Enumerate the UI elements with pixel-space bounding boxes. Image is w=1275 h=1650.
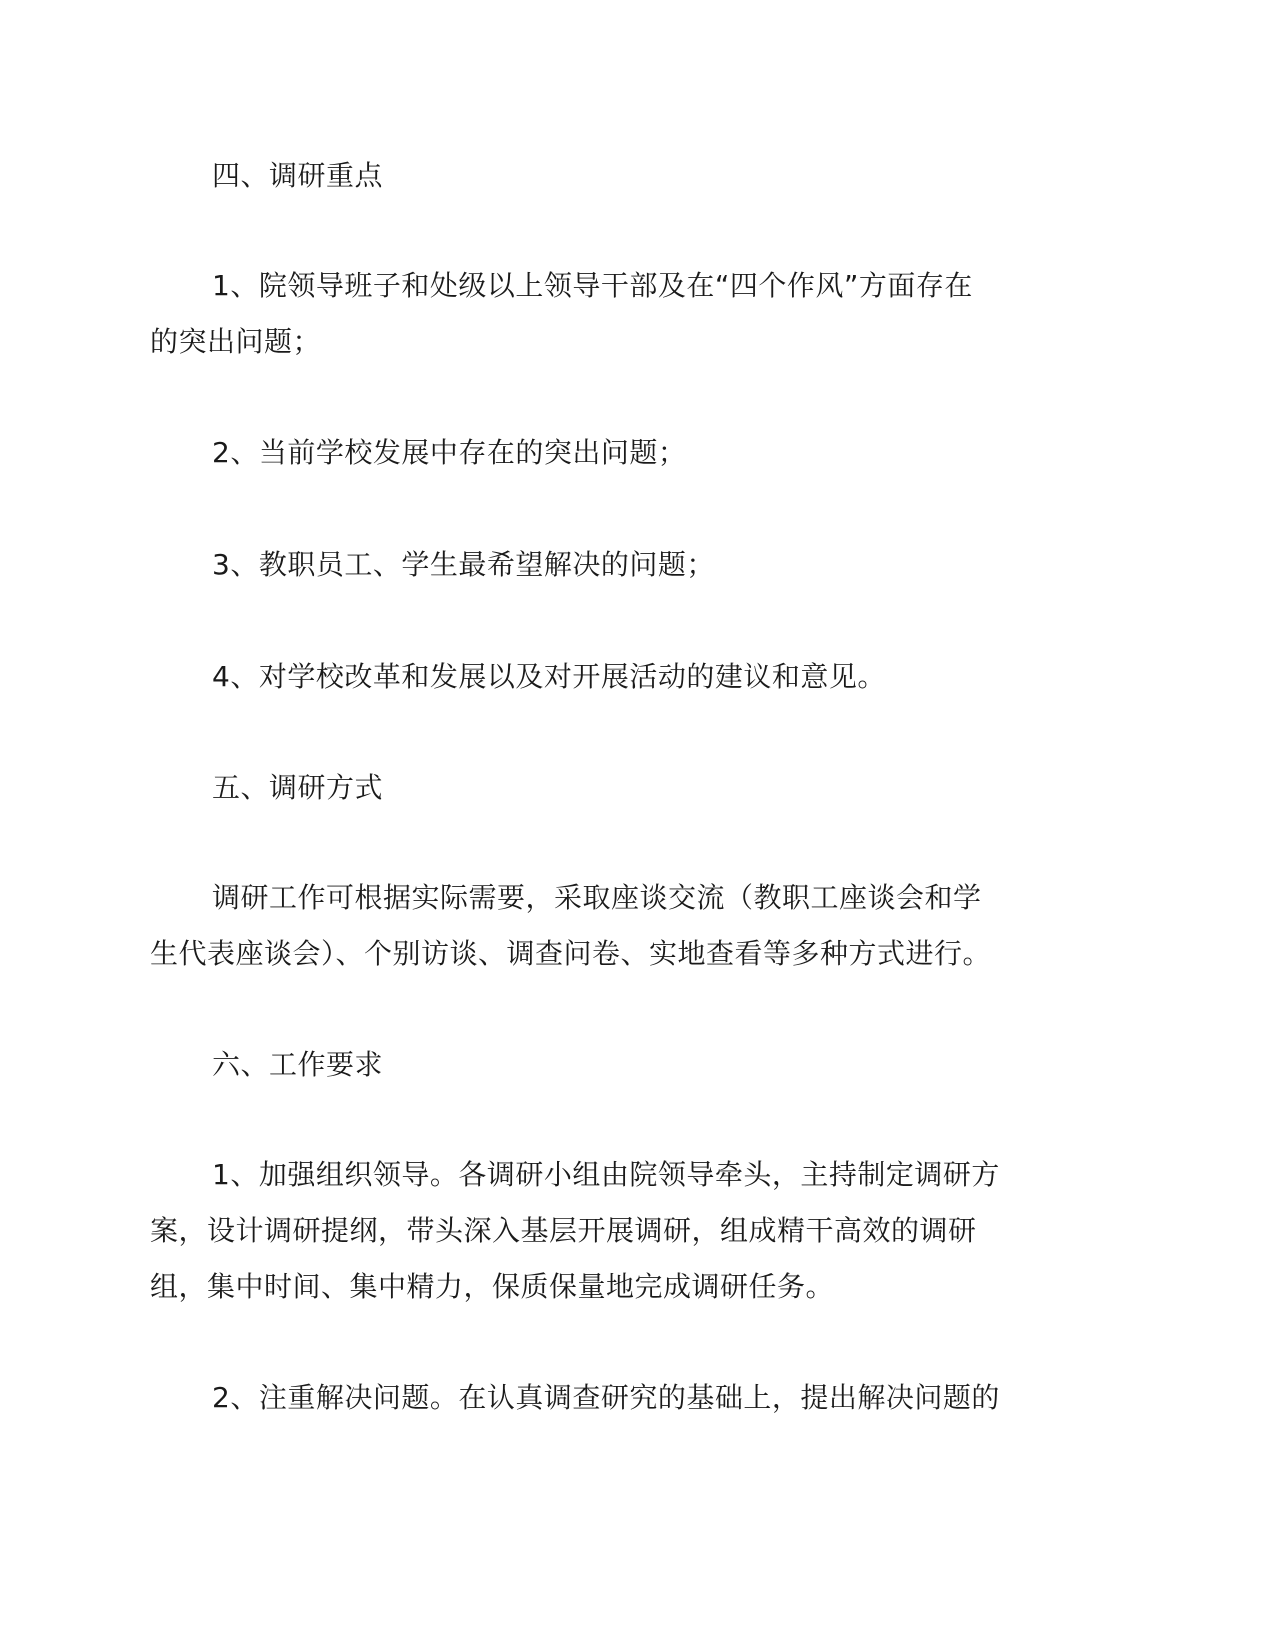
section-heading-research-focus: 四、调研重点 <box>212 159 384 192</box>
paragraph-line: 组，集中时间、集中精力，保质保量地完成调研任务。 <box>150 1270 835 1303</box>
paragraph-line: 案，设计调研提纲，带头深入基层开展调研，组成精干高效的调研 <box>150 1214 977 1247</box>
paragraph-line: 调研工作可根据实际需要，采取座谈交流（教职工座谈会和学 <box>212 881 982 914</box>
paragraph-line: 1、院领导班子和处级以上领导干部及在“四个作风”方面存在 <box>212 269 973 302</box>
paragraph-line: 2、注重解决问题。在认真调查研究的基础上，提出解决问题的 <box>212 1381 1000 1414</box>
section-heading-work-requirements: 六、工作要求 <box>212 1048 384 1081</box>
paragraph-line: 3、教职员工、学生最希望解决的问题； <box>212 548 715 581</box>
paragraph-line: 2、当前学校发展中存在的突出问题； <box>212 436 687 469</box>
paragraph-line: 1、加强组织领导。各调研小组由院领导牵头，主持制定调研方 <box>212 1158 1000 1191</box>
paragraph-line: 的突出问题； <box>150 325 322 358</box>
paragraph-line: 4、对学校改革和发展以及对开展活动的建议和意见。 <box>212 660 886 693</box>
section-heading-research-method: 五、调研方式 <box>212 771 384 804</box>
paragraph-line: 生代表座谈会）、个别访谈、调查问卷、实地查看等多种方式进行。 <box>150 937 992 970</box>
